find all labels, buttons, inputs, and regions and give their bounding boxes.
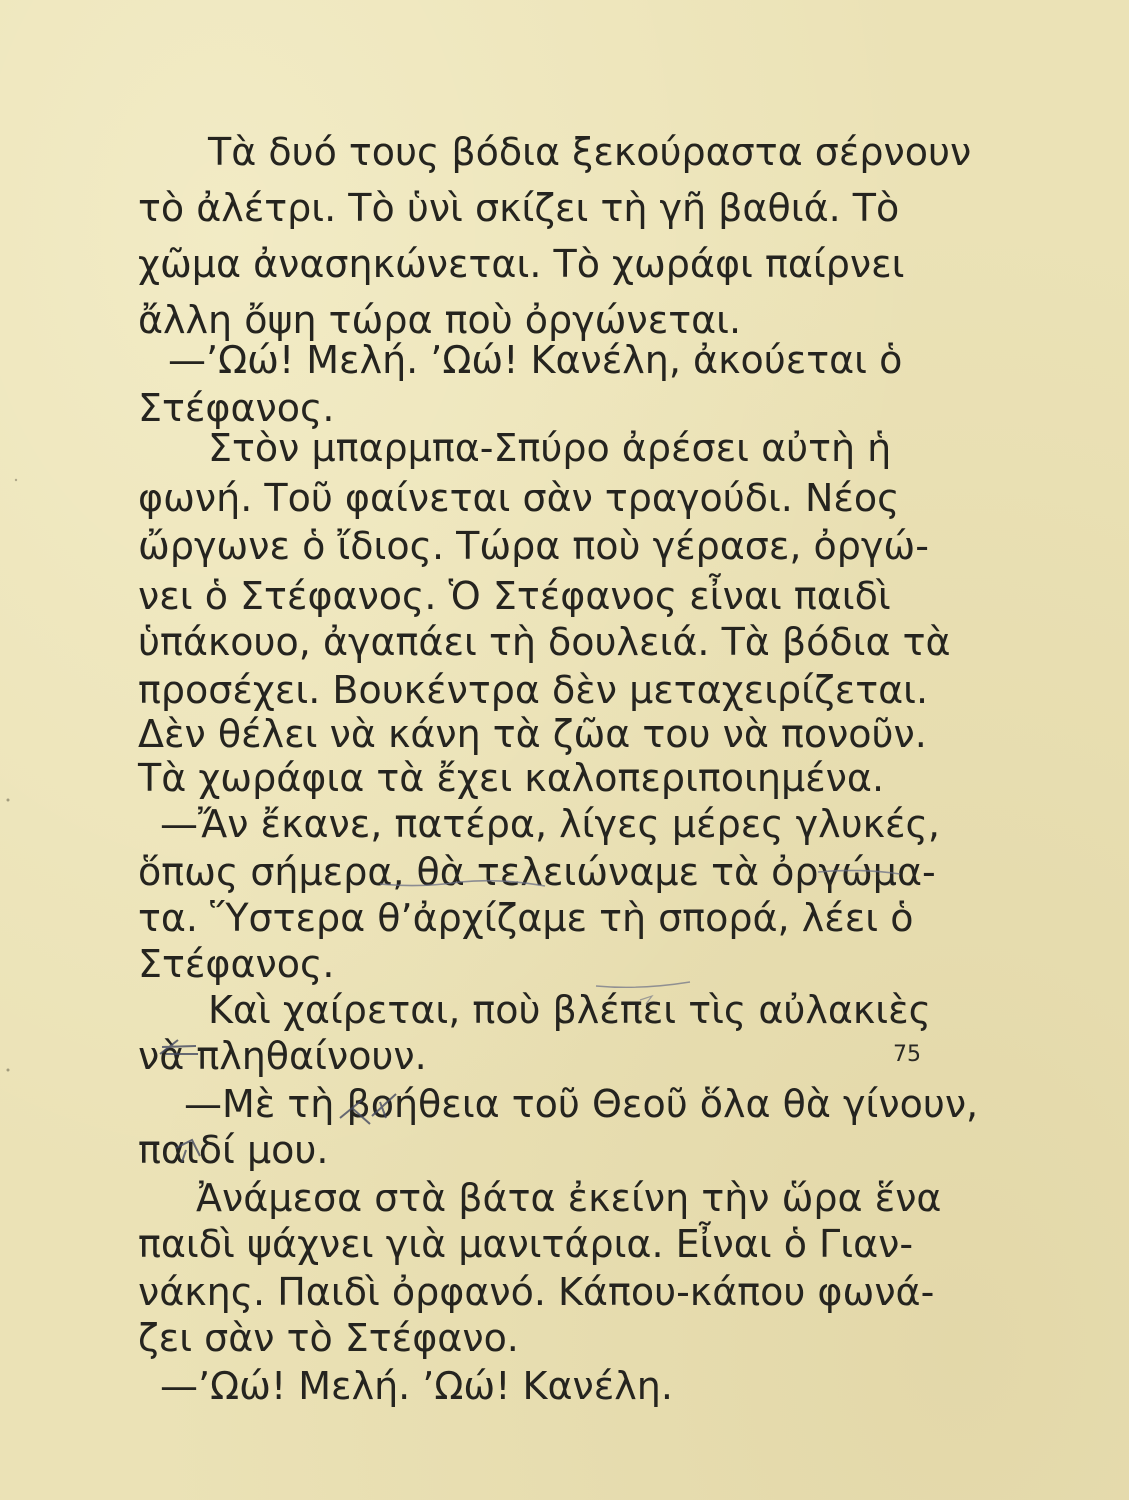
- paper-speck: [7, 799, 10, 802]
- text-line: νάκης. Παιδὶ ὀρφανό. Κάπου-κάπου φωνά-: [138, 1270, 935, 1314]
- text-line: —’Ωώ! Μελή. ’Ωώ! Κανέλη.: [160, 1364, 673, 1408]
- text-line: ὅπως σήμερα, θὰ τελειώναμε τὰ ὀργώμα-: [138, 850, 936, 894]
- text-line: τὸ ἀλέτρι. Τὸ ὑνὶ σκίζει τὴ γῆ βαθιά. Τὸ: [138, 186, 900, 230]
- text-line: —Μὲ τὴ βοήθεια τοῦ Θεοῦ ὅλα θὰ γίνουν,: [184, 1082, 979, 1126]
- text-line: νὰ πληθαίνουν.: [138, 1034, 427, 1078]
- text-line: Στέφανος.: [138, 942, 335, 986]
- text-line: νει ὁ Στέφανος. Ὁ Στέφανος εἶναι παιδὶ: [138, 574, 891, 618]
- page-number: 75: [893, 1042, 921, 1067]
- text-line: Καὶ χαίρεται, ποὺ βλέπει τὶς αὐλακιὲς: [208, 988, 931, 1032]
- text-line: ὑπάκουο, ἀγαπάει τὴ δουλειά. Τὰ βόδια τὰ: [138, 620, 951, 664]
- text-line: χῶμα ἀνασηκώνεται. Τὸ χωράφι παίρνει: [138, 242, 905, 286]
- text-line: φωνή. Τοῦ φαίνεται σὰν τραγούδι. Νέος: [138, 476, 900, 520]
- text-line: Στέφανος.: [138, 386, 335, 430]
- pencil-underline: [596, 982, 690, 987]
- text-line: ἄλλη ὄψη τώρα ποὺ ὀργώνεται.: [138, 298, 742, 342]
- text-line: παιδί μου.: [138, 1128, 329, 1172]
- text-line: παιδὶ ψάχνει γιὰ μανιτάρια. Εἶναι ὁ Γιαν-: [138, 1222, 914, 1266]
- text-line: προσέχει. Βουκέντρα δὲν μεταχειρίζεται.: [138, 668, 929, 712]
- text-line: —’Ωώ! Μελή. ’Ωώ! Κανέλη, ἀκούεται ὁ: [168, 338, 903, 382]
- text-line: ὤργωνε ὁ ἴδιος. Τώρα ποὺ γέρασε, ὀργώ-: [138, 524, 929, 568]
- text-line: Δὲν θέλει νὰ κάνη τὰ ζῶα του νὰ πονοῦν.: [138, 712, 927, 756]
- text-line: Ἀνάμεσα στὰ βάτα ἐκείνη τὴν ὥρα ἕνα: [196, 1176, 942, 1220]
- text-line: Τὰ χωράφια τὰ ἔχει καλοπεριποιημένα.: [138, 756, 885, 800]
- paper-speck: [15, 479, 17, 481]
- text-line: Στὸν μπαρμπα-Σπύρο ἀρέσει αὐτὴ ἡ: [208, 426, 892, 470]
- text-line: Τὰ δυό τους βόδια ξεκούραστα σέρνουν: [208, 130, 972, 174]
- text-line: —Ἄν ἔκανε, πατέρα, λίγες μέρες γλυκές,: [160, 802, 940, 846]
- text-line: ζει σὰν τὸ Στέφανο.: [138, 1316, 519, 1360]
- paper-speck: [7, 1069, 10, 1072]
- text-line: τα. Ὕστερα θ’ἀρχίζαμε τὴ σπορά, λέει ὁ: [138, 896, 914, 940]
